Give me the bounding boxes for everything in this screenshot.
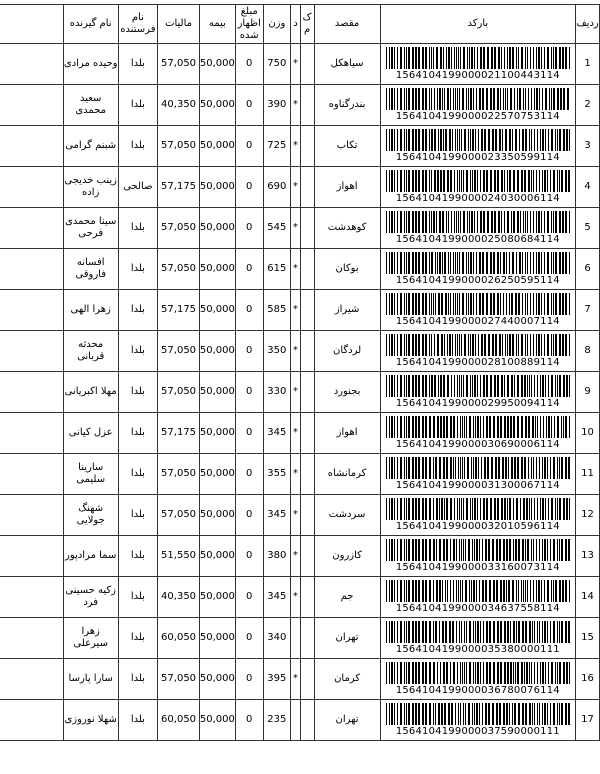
declared-value-cell: 0	[235, 577, 263, 618]
d-cell: *	[291, 208, 301, 249]
row-number-cell: 8	[576, 331, 600, 372]
row-number-cell: 17	[576, 700, 600, 741]
sender-cell: بلدا	[118, 208, 158, 249]
row-number-cell: 1	[576, 44, 600, 85]
barcode-cell	[380, 618, 575, 659]
weight-cell: 690	[263, 167, 290, 208]
table-row	[0, 331, 600, 372]
declared-value-cell: 0	[235, 454, 263, 495]
insurance-cell: 50,000	[199, 495, 235, 536]
table-row	[0, 126, 600, 167]
barcode-number: 1564104199000023350599114	[395, 151, 560, 163]
destination-cell: اهواز	[314, 413, 380, 454]
destination-cell: جم	[314, 577, 380, 618]
table-row	[0, 249, 600, 290]
table-row	[0, 495, 600, 536]
declared-value-cell: 0	[235, 249, 263, 290]
receiver-cell: زکیه حسینی فرد	[63, 577, 118, 618]
receiver-cell: سارینا سلیمی	[63, 454, 118, 495]
destination-cell: سردشت	[314, 495, 380, 536]
shipment-table	[0, 4, 600, 741]
barcode-cell	[380, 331, 575, 372]
sender-cell: بلدا	[118, 85, 158, 126]
receiver-cell: محدثه قربانی	[63, 331, 118, 372]
clipped-column-cell	[0, 44, 63, 85]
d-cell: *	[291, 249, 301, 290]
insurance-cell: 50,000	[199, 290, 235, 331]
clipped-column-cell	[0, 454, 63, 495]
clipped-column-cell	[0, 372, 63, 413]
sender-cell: بلدا	[118, 126, 158, 167]
insurance-cell: 50,000	[199, 44, 235, 85]
barcode-number: 1564104199000035380000111	[395, 643, 560, 655]
row-number-cell: 3	[576, 126, 600, 167]
clipped-column-cell	[0, 126, 63, 167]
declared-value-cell: 0	[235, 700, 263, 741]
destination-cell: سیاهکل	[314, 44, 380, 85]
barcode-graphic	[385, 662, 571, 684]
km-cell	[300, 577, 314, 618]
declared-value-cell: 0	[235, 167, 263, 208]
tax-cell: 51,550	[158, 536, 200, 577]
barcode-graphic	[385, 539, 571, 561]
destination-cell: کرمانشاه	[314, 454, 380, 495]
header-declared-value: مبلغ اظهار شده	[235, 5, 263, 44]
barcode-cell	[380, 290, 575, 331]
receiver-cell: سینا محمدی فرحی	[63, 208, 118, 249]
barcode-cell	[380, 249, 575, 290]
table-row	[0, 208, 600, 249]
barcode-number: 1564104199000029950094114	[395, 397, 560, 409]
tax-cell: 57,050	[158, 331, 200, 372]
tax-cell: 60,050	[158, 700, 200, 741]
weight-cell: 235	[263, 700, 290, 741]
weight-cell: 330	[263, 372, 290, 413]
insurance-cell: 50,000	[199, 618, 235, 659]
destination-cell: کرمان	[314, 659, 380, 700]
sender-cell: بلدا	[118, 536, 158, 577]
header-insurance: بیمه	[199, 5, 235, 44]
barcode-cell	[380, 413, 575, 454]
weight-cell: 750	[263, 44, 290, 85]
header-clipped-column	[0, 5, 63, 44]
sender-cell: بلدا	[118, 577, 158, 618]
row-number-cell: 4	[576, 167, 600, 208]
barcode-cell	[380, 44, 575, 85]
barcode-graphic	[385, 703, 571, 725]
table-row	[0, 536, 600, 577]
barcode-number: 1564104199000036780076114	[395, 684, 560, 696]
clipped-column-cell	[0, 536, 63, 577]
header-barcode: بارکد	[380, 5, 575, 44]
d-cell: *	[291, 290, 301, 331]
row-number-cell: 5	[576, 208, 600, 249]
insurance-cell: 50,000	[199, 372, 235, 413]
sender-cell: صالحی	[118, 167, 158, 208]
km-cell	[300, 249, 314, 290]
barcode-graphic	[385, 252, 571, 274]
header-receiver: نام گیرنده	[63, 5, 118, 44]
d-cell: *	[291, 495, 301, 536]
km-cell	[300, 208, 314, 249]
barcode-graphic	[385, 457, 571, 479]
barcode-graphic	[385, 88, 571, 110]
destination-cell: لردگان	[314, 331, 380, 372]
insurance-cell: 50,000	[199, 577, 235, 618]
receiver-cell: زینب خدیجی زاده	[63, 167, 118, 208]
declared-value-cell: 0	[235, 413, 263, 454]
barcode-cell	[380, 495, 575, 536]
km-cell	[300, 454, 314, 495]
sender-cell: بلدا	[118, 700, 158, 741]
insurance-cell: 50,000	[199, 536, 235, 577]
clipped-column-cell	[0, 208, 63, 249]
barcode-graphic	[385, 416, 571, 438]
d-cell	[291, 700, 301, 741]
tax-cell: 57,175	[158, 290, 200, 331]
tax-cell: 57,050	[158, 44, 200, 85]
sender-cell: بلدا	[118, 618, 158, 659]
barcode-number: 1564104199000022570753114	[395, 110, 560, 122]
tax-cell: 57,175	[158, 167, 200, 208]
table-body	[0, 44, 600, 741]
destination-cell: کوهدشت	[314, 208, 380, 249]
insurance-cell: 50,000	[199, 249, 235, 290]
receiver-cell: وحیده مرادی	[63, 44, 118, 85]
tax-cell: 40,350	[158, 85, 200, 126]
destination-cell: تکاب	[314, 126, 380, 167]
barcode-number: 1564104199000024030006114	[395, 192, 560, 204]
km-cell	[300, 167, 314, 208]
insurance-cell: 50,000	[199, 454, 235, 495]
clipped-column-cell	[0, 577, 63, 618]
declared-value-cell: 0	[235, 495, 263, 536]
clipped-column-cell	[0, 331, 63, 372]
header-d: د	[291, 5, 301, 44]
receiver-cell: زهرا سیرعلی	[63, 618, 118, 659]
d-cell: *	[291, 372, 301, 413]
d-cell: *	[291, 44, 301, 85]
row-number-cell: 13	[576, 536, 600, 577]
clipped-column-cell	[0, 618, 63, 659]
tax-cell: 57,050	[158, 372, 200, 413]
row-number-cell: 11	[576, 454, 600, 495]
d-cell: *	[291, 659, 301, 700]
row-number-cell: 16	[576, 659, 600, 700]
clipped-column-cell	[0, 495, 63, 536]
table-row	[0, 44, 600, 85]
destination-cell: بوکان	[314, 249, 380, 290]
barcode-graphic	[385, 334, 571, 356]
km-cell	[300, 126, 314, 167]
shipment-sheet	[0, 4, 600, 741]
destination-cell: اهواز	[314, 167, 380, 208]
tax-cell: 40,350	[158, 577, 200, 618]
header-row-number: ردیف	[576, 5, 600, 44]
receiver-cell: شبنم گرامی	[63, 126, 118, 167]
header-sender: نام فرستنده	[118, 5, 158, 44]
weight-cell: 395	[263, 659, 290, 700]
receiver-cell: شهلا نوروزی	[63, 700, 118, 741]
declared-value-cell: 0	[235, 618, 263, 659]
tax-cell: 57,050	[158, 208, 200, 249]
clipped-column-cell	[0, 413, 63, 454]
barcode-number: 1564104199000025080684114	[395, 233, 560, 245]
barcode-graphic	[385, 621, 571, 643]
destination-cell: تهران	[314, 700, 380, 741]
barcode-number: 1564104199000037590000111	[395, 725, 560, 737]
barcode-number: 1564104199000030690006114	[395, 438, 560, 450]
receiver-cell: زهرا الهی	[63, 290, 118, 331]
table-row	[0, 85, 600, 126]
header-km: ک م	[300, 5, 314, 44]
receiver-cell: سعید محمدی	[63, 85, 118, 126]
barcode-number: 1564104199000034637558114	[395, 602, 560, 614]
barcode-graphic	[385, 170, 571, 192]
km-cell	[300, 495, 314, 536]
barcode-cell	[380, 577, 575, 618]
table-row	[0, 454, 600, 495]
declared-value-cell: 0	[235, 208, 263, 249]
km-cell	[300, 700, 314, 741]
barcode-cell	[380, 372, 575, 413]
insurance-cell: 50,000	[199, 208, 235, 249]
weight-cell: 340	[263, 618, 290, 659]
insurance-cell: 50,000	[199, 331, 235, 372]
receiver-cell: سارا پارسا	[63, 659, 118, 700]
row-number-cell: 2	[576, 85, 600, 126]
clipped-column-cell	[0, 85, 63, 126]
row-number-cell: 15	[576, 618, 600, 659]
receiver-cell: سما مرادپور	[63, 536, 118, 577]
tax-cell: 57,175	[158, 413, 200, 454]
declared-value-cell: 0	[235, 44, 263, 85]
barcode-cell	[380, 167, 575, 208]
barcode-cell	[380, 659, 575, 700]
barcode-graphic	[385, 375, 571, 397]
d-cell: *	[291, 167, 301, 208]
weight-cell: 345	[263, 413, 290, 454]
weight-cell: 355	[263, 454, 290, 495]
km-cell	[300, 290, 314, 331]
barcode-graphic	[385, 293, 571, 315]
destination-cell: بجنورد	[314, 372, 380, 413]
insurance-cell: 50,000	[199, 413, 235, 454]
barcode-number: 1564104199000021100443114	[395, 69, 560, 81]
km-cell	[300, 85, 314, 126]
km-cell	[300, 372, 314, 413]
km-cell	[300, 331, 314, 372]
row-number-cell: 9	[576, 372, 600, 413]
insurance-cell: 50,000	[199, 700, 235, 741]
declared-value-cell: 0	[235, 85, 263, 126]
km-cell	[300, 413, 314, 454]
km-cell	[300, 44, 314, 85]
clipped-column-cell	[0, 249, 63, 290]
insurance-cell: 50,000	[199, 126, 235, 167]
tax-cell: 57,050	[158, 495, 200, 536]
weight-cell: 545	[263, 208, 290, 249]
tax-cell: 57,050	[158, 249, 200, 290]
sender-cell: بلدا	[118, 44, 158, 85]
d-cell: *	[291, 85, 301, 126]
barcode-graphic	[385, 580, 571, 602]
barcode-number: 1564104199000032010596114	[395, 520, 560, 532]
receiver-cell: عزل کیانی	[63, 413, 118, 454]
table-row	[0, 372, 600, 413]
header-row	[0, 5, 600, 44]
tax-cell: 57,050	[158, 659, 200, 700]
table-row	[0, 618, 600, 659]
table-row	[0, 659, 600, 700]
row-number-cell: 12	[576, 495, 600, 536]
receiver-cell: افسانه فاروقی	[63, 249, 118, 290]
sender-cell: بلدا	[118, 249, 158, 290]
weight-cell: 380	[263, 536, 290, 577]
barcode-graphic	[385, 129, 571, 151]
sender-cell: بلدا	[118, 413, 158, 454]
weight-cell: 615	[263, 249, 290, 290]
d-cell: *	[291, 536, 301, 577]
destination-cell: تهران	[314, 618, 380, 659]
declared-value-cell: 0	[235, 659, 263, 700]
barcode-number: 1564104199000031300067114	[395, 479, 560, 491]
destination-cell: کازرون	[314, 536, 380, 577]
header-destination: مقصد	[314, 5, 380, 44]
sender-cell: بلدا	[118, 290, 158, 331]
barcode-graphic	[385, 498, 571, 520]
header-tax: مالیات	[158, 5, 200, 44]
barcode-cell	[380, 536, 575, 577]
barcode-number: 1564104199000033160073114	[395, 561, 560, 573]
table-row	[0, 413, 600, 454]
table-row	[0, 290, 600, 331]
destination-cell: شیراز	[314, 290, 380, 331]
d-cell: *	[291, 331, 301, 372]
tax-cell: 60,050	[158, 618, 200, 659]
sender-cell: بلدا	[118, 659, 158, 700]
row-number-cell: 10	[576, 413, 600, 454]
table-row	[0, 167, 600, 208]
weight-cell: 345	[263, 577, 290, 618]
sender-cell: بلدا	[118, 454, 158, 495]
km-cell	[300, 536, 314, 577]
declared-value-cell: 0	[235, 126, 263, 167]
tax-cell: 57,050	[158, 454, 200, 495]
receiver-cell: مهلا اکبریانی	[63, 372, 118, 413]
insurance-cell: 50,000	[199, 167, 235, 208]
km-cell	[300, 618, 314, 659]
barcode-graphic	[385, 211, 571, 233]
d-cell: *	[291, 577, 301, 618]
barcode-graphic	[385, 47, 571, 69]
insurance-cell: 50,000	[199, 85, 235, 126]
d-cell: *	[291, 413, 301, 454]
weight-cell: 345	[263, 495, 290, 536]
header-weight: وزن	[263, 5, 290, 44]
clipped-column-cell	[0, 290, 63, 331]
barcode-cell	[380, 454, 575, 495]
clipped-column-cell	[0, 167, 63, 208]
barcode-number: 1564104199000026250595114	[395, 274, 560, 286]
weight-cell: 585	[263, 290, 290, 331]
row-number-cell: 6	[576, 249, 600, 290]
insurance-cell: 50,000	[199, 659, 235, 700]
table-row	[0, 700, 600, 741]
clipped-column-cell	[0, 659, 63, 700]
declared-value-cell: 0	[235, 536, 263, 577]
barcode-number: 1564104199000027440007114	[395, 315, 560, 327]
weight-cell: 390	[263, 85, 290, 126]
receiver-cell: شهنگ جولایی	[63, 495, 118, 536]
sender-cell: بلدا	[118, 372, 158, 413]
barcode-number: 1564104199000028100889114	[395, 356, 560, 368]
row-number-cell: 14	[576, 577, 600, 618]
destination-cell: بندرگناوه	[314, 85, 380, 126]
barcode-cell	[380, 208, 575, 249]
barcode-cell	[380, 126, 575, 167]
d-cell: *	[291, 454, 301, 495]
sender-cell: بلدا	[118, 331, 158, 372]
d-cell	[291, 618, 301, 659]
weight-cell: 725	[263, 126, 290, 167]
barcode-cell	[380, 85, 575, 126]
clipped-column-cell	[0, 700, 63, 741]
declared-value-cell: 0	[235, 290, 263, 331]
weight-cell: 350	[263, 331, 290, 372]
barcode-cell	[380, 700, 575, 741]
tax-cell: 57,050	[158, 126, 200, 167]
km-cell	[300, 659, 314, 700]
declared-value-cell: 0	[235, 372, 263, 413]
declared-value-cell: 0	[235, 331, 263, 372]
row-number-cell: 7	[576, 290, 600, 331]
d-cell: *	[291, 126, 301, 167]
table-row	[0, 577, 600, 618]
sender-cell: بلدا	[118, 495, 158, 536]
